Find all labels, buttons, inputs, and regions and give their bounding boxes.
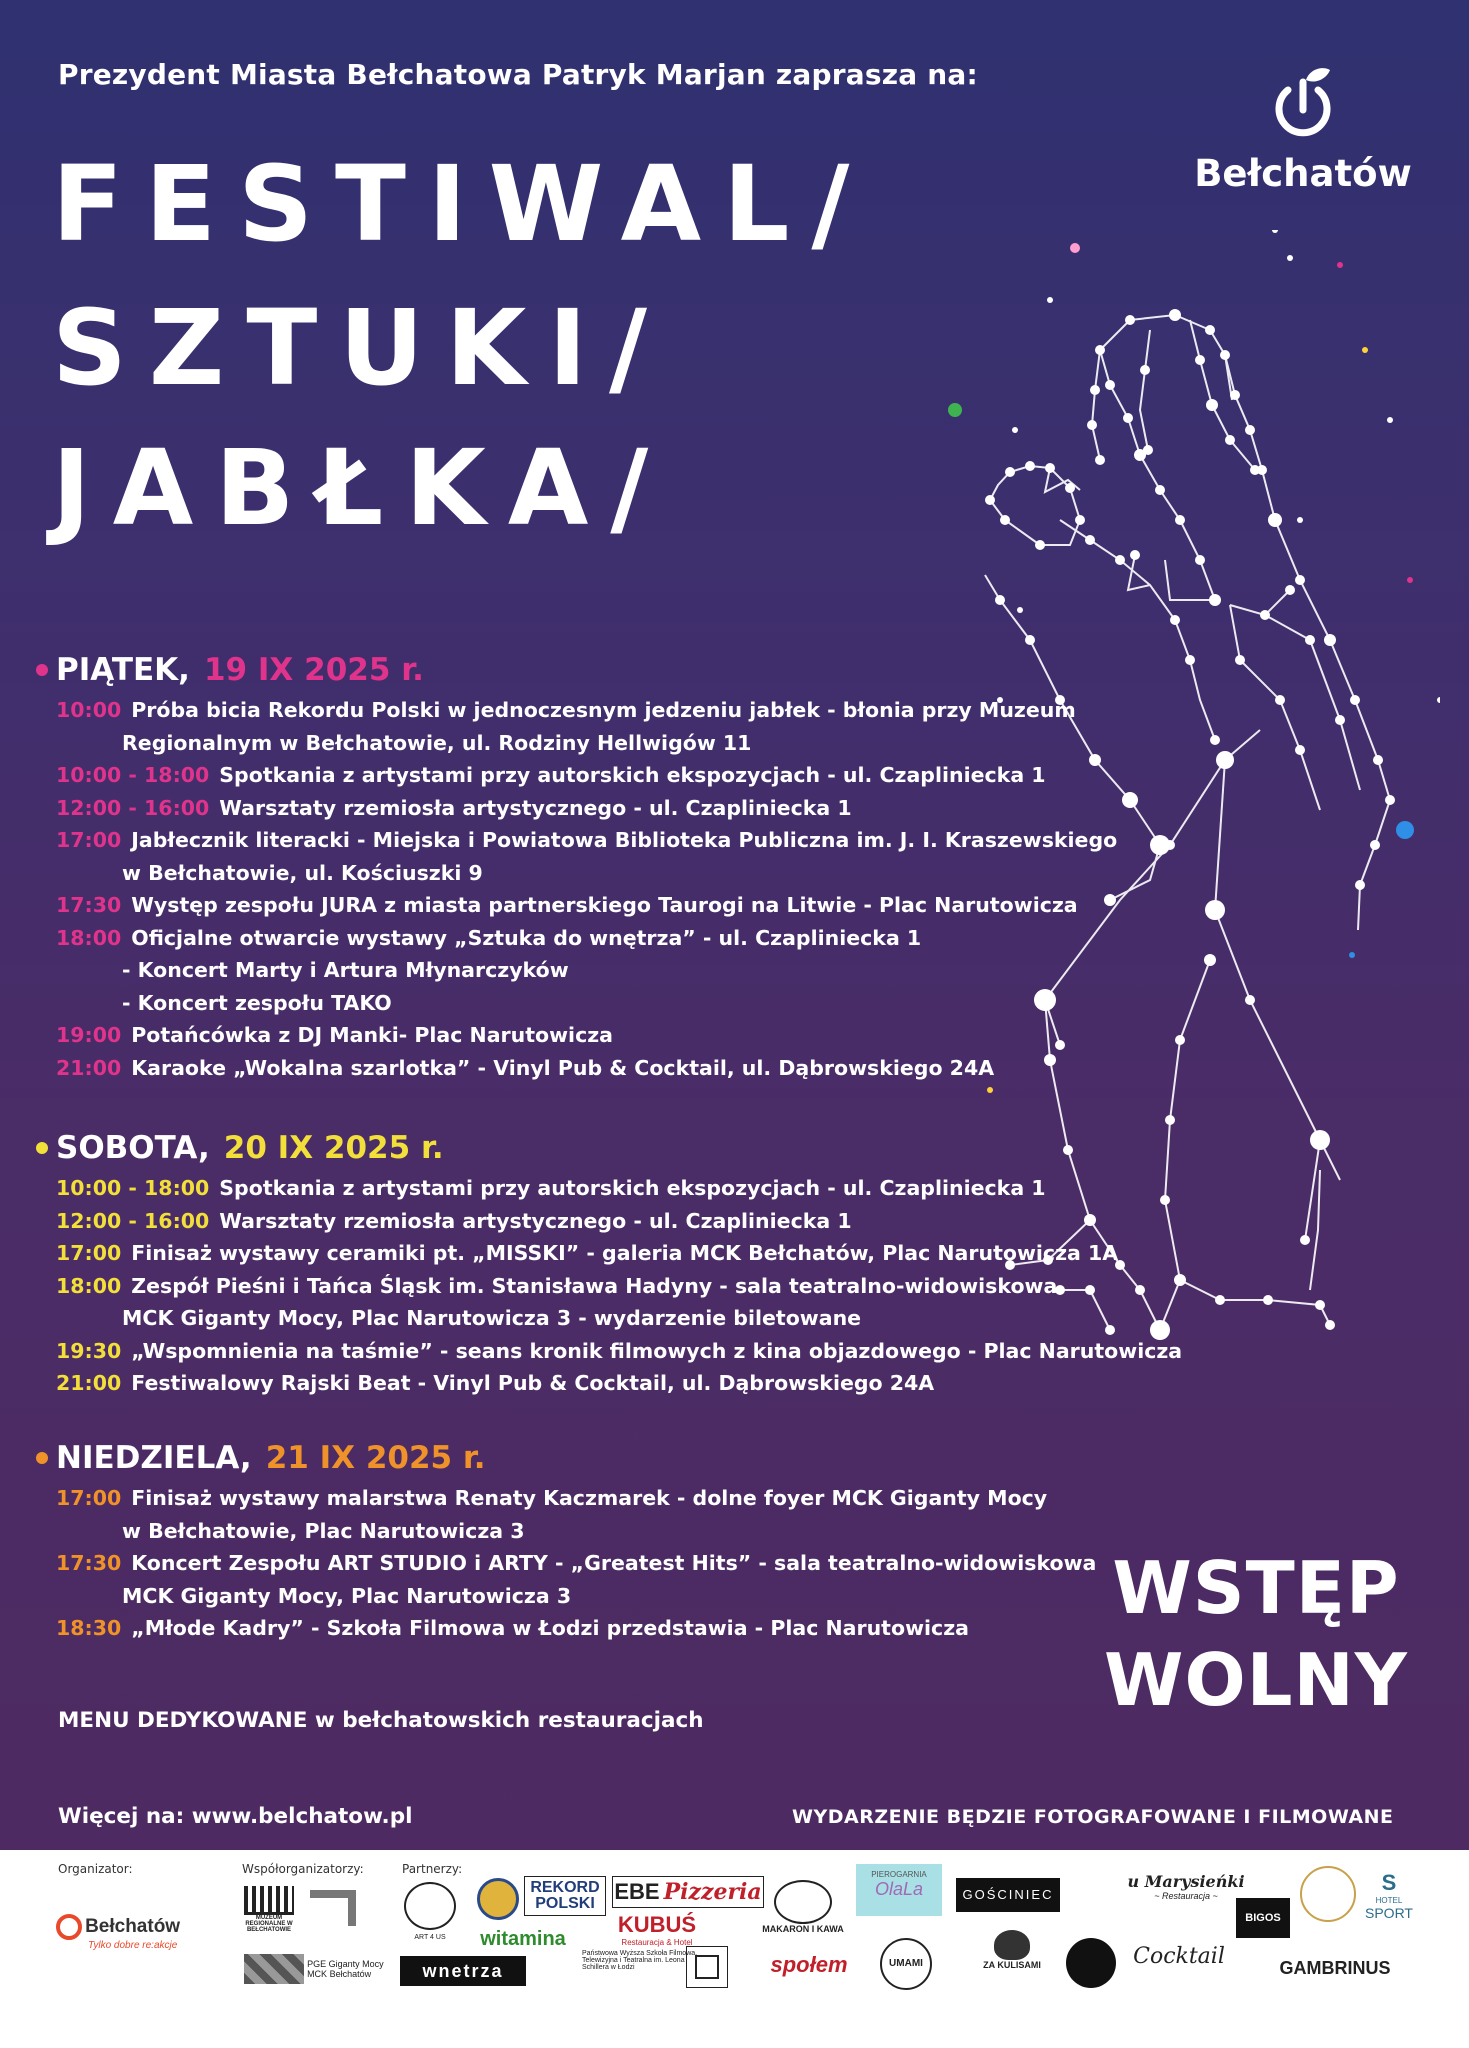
event-time: 21:00: [56, 1055, 122, 1080]
menu-note: MENU DEDYKOWANE w bełchatowskich restauracjach: [58, 1708, 704, 1733]
muzeum-logo-text: MUZEUM REGIONALNE W BEŁCHATOWIE: [245, 1915, 293, 1933]
event-list-saturday: [56, 1172, 1182, 1400]
gambrinus-logo: GAMBRINUS: [1279, 1958, 1391, 1978]
event-time: 18:00: [56, 1273, 122, 1298]
free-admission-line-1: WSTĘP: [1112, 1546, 1400, 1630]
pierogarnia-text: PIEROGARNIA: [871, 1870, 927, 1879]
event-text: Jabłecznik literacki - Miejska i Powiatowa Biblioteka Publiczna im. J. I. Kraszewskiego: [131, 828, 1118, 852]
kubus-sub: Restauracja & Hotel: [621, 1938, 693, 1947]
spolem-logo: społem: [770, 1952, 848, 1977]
hotel-emblem-logo: [1300, 1866, 1356, 1922]
ebe-pizzeria-logo: [612, 1876, 764, 1908]
kubus-text: KUBUŚ: [617, 1912, 697, 1937]
event-text-cont: Regionalnym w Bełchatowie, ul. Rodziny Hellwigów 11: [122, 730, 752, 755]
event-list-sunday: [56, 1482, 1096, 1645]
free-admission: [1086, 1542, 1426, 1726]
event-item: [56, 1205, 1182, 1238]
event-time: 17:00: [56, 828, 122, 852]
masks-icon: [994, 1930, 1030, 1960]
pge-mck-logo: [244, 1954, 394, 1984]
hotel-sport-logo: [1358, 1870, 1420, 1921]
event-item: [56, 1367, 1182, 1400]
event-item: [56, 792, 1117, 825]
event-time: 18:30: [56, 1616, 122, 1640]
gallery-logo: [310, 1890, 362, 1930]
event-item: [56, 1612, 1096, 1645]
event-item: [56, 889, 1117, 922]
event-item: [56, 694, 1117, 759]
rekord-polski-logo: REKORD POLSKI: [524, 1876, 606, 1916]
face-sketch-icon: [404, 1882, 456, 1930]
event-time: 10:00 - 18:00: [56, 763, 210, 787]
organizer-logo-text: Bełchatów: [85, 1916, 181, 1937]
event-text: „Wspomnienia na taśmie” - seans kronik filmowych z kina objazdowego - Plac Narutowicza: [131, 1338, 1183, 1363]
event-item: [56, 1019, 1117, 1052]
event-time: 10:00 - 18:00: [56, 1176, 210, 1200]
umami-logo: UMAMI: [880, 1938, 932, 1990]
event-text-cont: - Koncert Marty i Artura Młynarczyków: [122, 958, 569, 982]
gosciniec-logo: GOŚCINIEC: [956, 1878, 1060, 1912]
event-time: 18:00: [56, 925, 122, 950]
witamina-logo: witamina: [480, 1928, 566, 1950]
photo-note: WYDARZENIE BĘDZIE FOTOGRAFOWANE I FILMOWANE: [792, 1806, 1394, 1828]
day-name: SOBOTA,: [56, 1130, 210, 1166]
pizzeria-text: Pizzeria: [663, 1879, 762, 1905]
event-text: Festiwalowy Rajski Beat - Vinyl Pub & Cocktail, ul. Dąbrowskiego 24A: [131, 1371, 935, 1395]
event-text-cont: MCK Giganty Mocy, Plac Narutowicza 3 - wydarzenie biletowane: [122, 1306, 862, 1330]
day-date: 20 IX 2025 r.: [223, 1130, 444, 1166]
event-item: [56, 1547, 1096, 1612]
makaron-emblem-icon: [774, 1880, 832, 1924]
belchatow-logo: [1188, 62, 1418, 195]
event-text: Występ zespołu JURA z miasta partnerskiego Taurogi na Litwie - Plac Narutowicza: [131, 893, 1078, 917]
event-time: 17:00: [56, 1241, 122, 1265]
bullet-dot: [36, 1142, 48, 1154]
logo-text: Bełchatów: [1194, 152, 1412, 195]
rekord-medal-icon: [474, 1876, 522, 1920]
event-item: [56, 1237, 1182, 1270]
hotel-s-icon: S: [1381, 1870, 1397, 1895]
festival-title-line-1: FESTIWAL/: [52, 143, 872, 265]
festival-title-line-3: JABŁKA/: [52, 427, 671, 549]
event-text: Próba bicia Rekordu Polski w jednoczesnym jedzeniu jabłek - błonia przy Muzeum: [131, 698, 1076, 722]
day-heading-friday: [36, 652, 424, 688]
cube-icon: [244, 1954, 304, 1984]
more-info-link[interactable]: Więcej na: www.belchatow.pl: [58, 1804, 413, 1829]
event-item: [56, 1172, 1182, 1205]
day-heading-sunday: [36, 1440, 486, 1476]
za-kulisami-text: ZA KULISAMI: [983, 1960, 1041, 1970]
power-apple-icon: [1268, 62, 1338, 142]
event-text: Zespół Pieśni i Tańca Śląsk im. Stanisława Hadyny - sala teatralno-widowiskowa: [131, 1273, 1058, 1298]
event-item: [56, 1335, 1182, 1368]
za-kulisami-logo: [970, 1930, 1054, 1986]
coorganizers-label: Współorganizatorzy:: [242, 1862, 364, 1876]
day-date: 21 IX 2025 r.: [265, 1440, 486, 1476]
art4us-logo-text: ART 4 US: [414, 1934, 446, 1941]
event-text: Koncert Zespołu ART STUDIO i ARTY - „Greatest Hits” - sala teatralno-widowiskowa: [131, 1551, 1097, 1575]
round-dark-logo: [1066, 1938, 1116, 1988]
event-time: 21:00: [56, 1371, 122, 1395]
event-item: [56, 922, 1117, 1020]
restauracja-text: ~ Restauracja ~: [1154, 1891, 1218, 1901]
event-time: 12:00 - 16:00: [56, 795, 210, 820]
sponsors-strip: [0, 1850, 1469, 2048]
event-text: Warsztaty rzemiosła artystycznego - ul. Czapliniecka 1: [219, 795, 852, 820]
cocktail-logo: Cocktail: [1133, 1944, 1225, 1969]
event-time: 12:00 - 16:00: [56, 1208, 210, 1233]
organizer-tagline: Tylko dobre re:akcje: [88, 1940, 178, 1951]
event-time: 10:00: [56, 698, 122, 722]
day-name: NIEDZIELA,: [56, 1440, 252, 1476]
wnetrza-logo: wnetrza: [400, 1956, 526, 1986]
gallery-mark-icon: [310, 1890, 356, 1926]
art4us-logo: [402, 1882, 458, 1940]
event-text-cont: - Koncert zespołu TAKO: [122, 990, 392, 1015]
day-heading-saturday: [36, 1130, 444, 1166]
bullet-dot: [36, 1452, 48, 1464]
event-text: Potańcówka z DJ Manki- Plac Narutowicza: [131, 1023, 613, 1047]
invitation-line: Prezydent Miasta Bełchatowa Patryk Marjan zaprasza na:: [58, 58, 978, 91]
event-item: [56, 1052, 1117, 1085]
event-text: Spotkania z artystami przy autorskich ekspozycjach - ul. Czapliniecka 1: [219, 1176, 1046, 1200]
partners-label: Partnerzy:: [402, 1862, 463, 1876]
u-marysienki-logo: [1124, 1872, 1248, 1901]
film-school-emblem-icon: [686, 1946, 728, 1988]
event-text: Oficjalne otwarcie wystawy „Sztuka do wnętrza” - ul. Czapliniecka 1: [131, 925, 922, 950]
event-text: Finisaż wystawy ceramiki pt. „MISSKI” - galeria MCK Bełchatów, Plac Narutowicza 1A: [131, 1241, 1119, 1265]
event-time: 17:30: [56, 1551, 122, 1575]
event-text: „Młode Kadry” - Szkoła Filmowa w Łodzi przedstawia - Plac Narutowicza: [131, 1616, 969, 1640]
organizer-logo: [56, 1914, 206, 1951]
bullet-dot: [36, 664, 48, 676]
apple-power-icon: [56, 1914, 82, 1940]
hotel-text: HOTEL: [1375, 1896, 1403, 1905]
event-text-cont: w Bełchatowie, ul. Kościuszki 9: [122, 860, 483, 885]
pierogarnia-logo: [856, 1864, 942, 1916]
event-item: [56, 1270, 1182, 1335]
makaron-kawa-logo: [760, 1880, 846, 1940]
event-text: Karaoke „Wokalna szarlotka” - Vinyl Pub & Cocktail, ul. Dąbrowskiego 24A: [131, 1055, 995, 1080]
event-text-cont: MCK Giganty Mocy, Plac Narutowicza 3: [122, 1583, 572, 1608]
organizer-label: Organizator:: [58, 1862, 133, 1876]
event-text-cont: w Bełchatowie, Plac Narutowicza 3: [122, 1518, 525, 1543]
ebe-text: EBE: [614, 1879, 660, 1904]
event-time: 19:00: [56, 1023, 122, 1047]
event-time: 17:30: [56, 893, 122, 917]
festival-title-line-2: SZTUKI/: [52, 287, 669, 409]
event-item: [56, 1482, 1096, 1547]
day-date: 19 IX 2025 r.: [203, 652, 424, 688]
day-name: PIĄTEK,: [56, 652, 190, 688]
sport-text: SPORT: [1365, 1905, 1413, 1921]
free-admission-line-2: WOLNY: [1104, 1638, 1408, 1722]
event-text: Spotkania z artystami przy autorskich ekspozycjach - ul. Czapliniecka 1: [219, 763, 1046, 787]
event-time: 19:30: [56, 1338, 122, 1363]
marysienki-text: u Marysieńki: [1127, 1872, 1245, 1891]
event-time: 17:00: [56, 1486, 122, 1510]
makaron-text: MAKARON I KAWA: [762, 1924, 844, 1934]
event-list-friday: [56, 694, 1117, 1084]
event-text: Finisaż wystawy malarstwa Renaty Kaczmarek - dolne foyer MCK Giganty Mocy: [131, 1486, 1048, 1510]
kubus-logo: [612, 1912, 702, 1947]
muzeum-logo: [244, 1886, 294, 1933]
museum-building-icon: [244, 1886, 294, 1915]
film-school-logo: Państwowa Wyższa Szkoła Filmowa, Telewizyjna i Teatralna im. Leona Schillera w Łodzi: [582, 1950, 698, 1971]
event-item: [56, 759, 1117, 792]
pge-logo-text: PGE Giganty Mocy MCK Bełchatów: [307, 1959, 384, 1979]
olala-text: OlaLa: [874, 1879, 924, 1899]
event-item: [56, 824, 1117, 889]
bigos-logo: BIGOS: [1236, 1898, 1290, 1938]
event-text: Warsztaty rzemiosła artystycznego - ul. Czapliniecka 1: [219, 1208, 852, 1233]
